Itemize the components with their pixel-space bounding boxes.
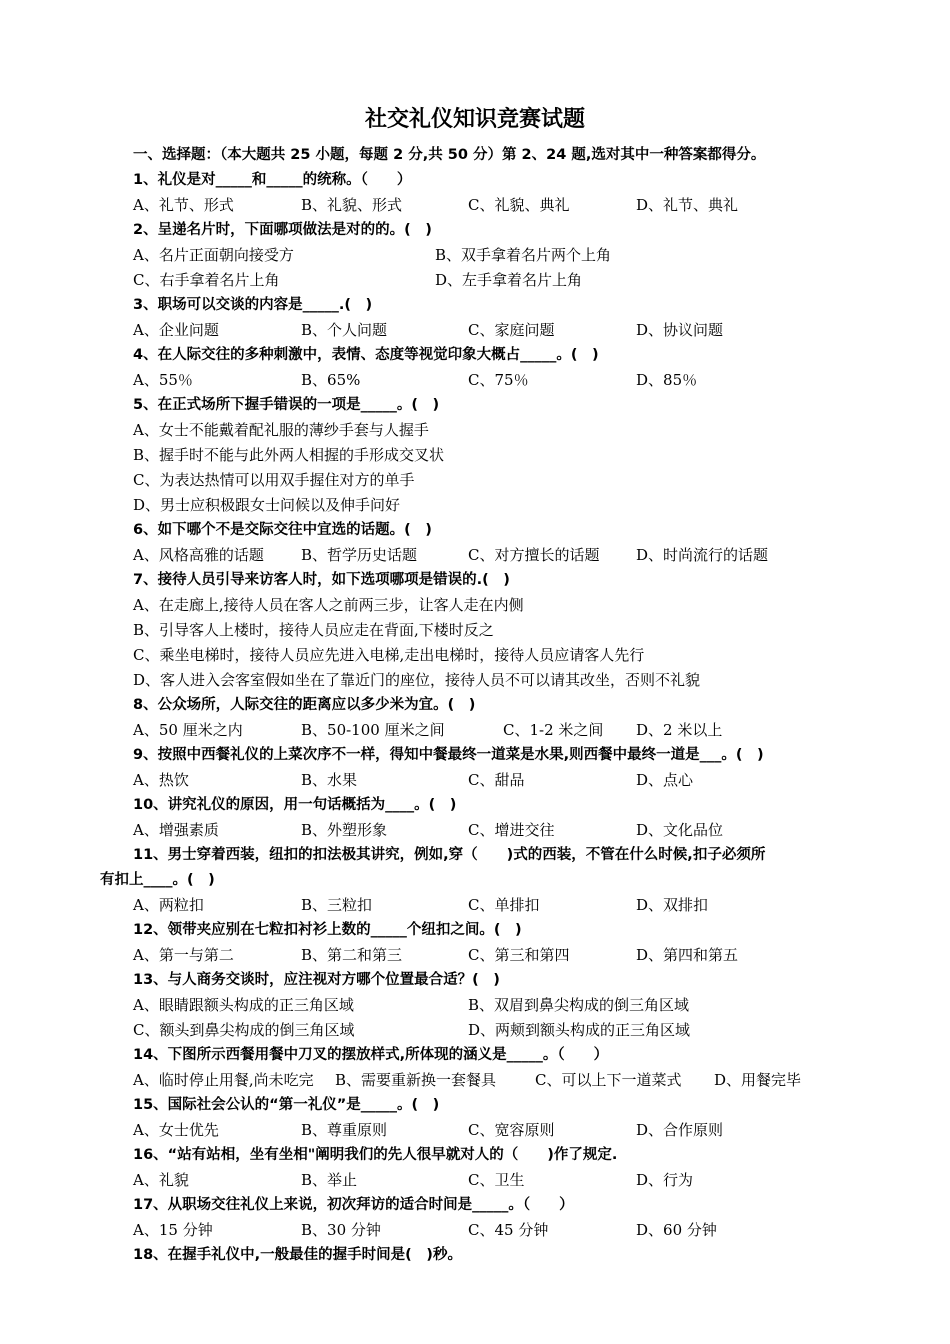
option-c: C、甜品 [468,771,525,789]
option-a: A、企业问题 [133,321,219,339]
section-heading: 一、选择题：（本大题共 25 小题，每题 2 分,共 50 分）第 2、24 题,选对其中一种答案都得分。 [133,147,766,163]
option-a: A、风格高雅的话题 [133,546,264,564]
option-c: C、宽容原则 [468,1121,555,1139]
option-d: D、合作原则 [636,1121,724,1139]
option-d: D、礼节、典礼 [636,196,739,214]
question-4: 4、在人际交往的多种刺激中，表情、态度等视觉印象大概占_____。( ) [133,347,599,363]
option-b: B、50-100 厘米之间 [301,721,445,739]
question-14: 14、下图所示西餐用餐中刀叉的摆放样式,所体现的涵义是_____。（ ） [133,1047,609,1063]
question-17: 17、从职场交往礼仪上来说，初次拜访的适合时间是_____。（ ） [133,1197,574,1213]
question-8: 8、公众场所，人际交往的距离应以多少米为宜。( ) [133,697,476,713]
question-1: 1、礼仪是对_____和_____的统称。（ ） [133,172,412,188]
option-d: D、85％ [636,371,698,389]
question-3: 3、职场可以交谈的内容是_____.( ) [133,297,373,313]
question-12: 12、领带夹应别在七粒扣衬衫上数的_____个纽扣之间。( ) [133,922,522,938]
option-a: A、第一与第二 [133,946,234,964]
option-a: A、在走廊上,接待人员在客人之前两三步，让客人走在内侧 [133,596,524,614]
option-a: A、女士不能戴着配礼服的薄纱手套与人握手 [133,421,429,439]
option-a: A、热饮 [133,771,189,789]
question-6: 6、如下哪个不是交际交往中宜选的话题。( ) [133,522,432,538]
option-b: B、哲学历史话题 [301,546,418,564]
option-c: C、75％ [468,371,529,389]
option-d: D、行为 [636,1171,694,1189]
option-b: B、30 分钟 [301,1221,381,1239]
page-title: 社交礼仪知识竞赛试题 [364,107,585,132]
option-d: D、协议问题 [636,321,724,339]
option-a: A、50 厘米之内 [133,721,243,739]
question-9: 9、按照中西餐礼仪的上菜次序不一样，得知中餐最终一道菜是水果,则西餐中最终一道是___。( ) [133,747,764,763]
option-b: B、握手时不能与此外两人相握的手形成交叉状 [133,446,445,464]
option-d: D、用餐完毕 [714,1071,802,1089]
option-d: D、客人进入会客室假如坐在了靠近门的座位，接待人员不可以请其改坐，否则不礼貌 [133,671,701,689]
option-c: C、增进交往 [468,821,555,839]
question-10: 10、讲究礼仪的原因，用一句话概括为____。( ) [133,797,457,813]
option-d: D、点心 [636,771,694,789]
option-a: A、临时停止用餐,尚未吃完 [133,1071,314,1089]
option-d: D、男士应积极跟女士问候以及伸手问好 [133,496,401,514]
question-18: 18、在握手礼仪中,一般最佳的握手时间是( )秒。 [133,1247,462,1263]
option-a: A、两粒扣 [133,896,204,914]
option-c: C、家庭问题 [468,321,555,339]
option-c: C、礼貌、典礼 [468,196,570,214]
option-b: B、双眉到鼻尖构成的倒三角区域 [468,996,690,1014]
option-d: D、两颊到额头构成的正三角区域 [468,1021,691,1039]
option-b: B、尊重原则 [301,1121,388,1139]
option-a: A、55％ [133,371,193,389]
question-11-continued: 有扣上____。( ) [100,872,215,888]
option-a: A、名片正面朝向接受方 [133,246,294,264]
option-d: D、左手拿着名片上角 [435,271,583,289]
option-b: B、礼貌、形式 [301,196,403,214]
option-b: B、外塑形象 [301,821,388,839]
option-a: A、15 分钟 [133,1221,213,1239]
question-11: 11、男士穿着西装，纽扣的扣法极其讲究，例如,穿（ )式的西装，不管在什么时候,扣子必须所 [133,847,766,863]
option-d: D、文化品位 [636,821,724,839]
question-16: 16、“站有站相，坐有坐相"阐明我们的先人很早就对人的（ )作了规定. [133,1147,618,1163]
option-d: D、双排扣 [636,896,709,914]
option-c: C、为表达热情可以用双手握住对方的单手 [133,471,415,489]
option-c: C、卫生 [468,1171,525,1189]
option-d: D、2 米以上 [636,721,723,739]
option-b: B、举止 [301,1171,358,1189]
question-13: 13、与人商务交谈时，应注视对方哪个位置最合适？( ) [133,972,500,988]
option-d: D、第四和第五 [636,946,739,964]
question-5: 5、在正式场所下握手错误的一项是_____。( ) [133,397,440,413]
option-c: C、右手拿着名片上角 [133,271,280,289]
option-a: A、眼睛跟额头构成的正三角区域 [133,996,354,1014]
option-a: A、礼貌 [133,1171,189,1189]
option-d: D、60 分钟 [636,1221,717,1239]
option-a: A、增强素质 [133,821,219,839]
option-c: C、第三和第四 [468,946,570,964]
option-b: B、第二和第三 [301,946,403,964]
option-c: C、1-2 米之间 [503,721,604,739]
question-7: 7、接待人员引导来访客人时，如下选项哪项是错误的.( ) [133,572,510,588]
option-a: A、礼节、形式 [133,196,234,214]
question-2: 2、呈递名片时，下面哪项做法是对的的。( ) [133,222,432,238]
option-b: B、双手拿着名片两个上角 [435,246,612,264]
option-b: B、个人问题 [301,321,388,339]
option-a: A、女士优先 [133,1121,219,1139]
option-b: B、引导客人上楼时，接待人员应走在背面,下楼时反之 [133,621,494,639]
option-d: D、时尚流行的话题 [636,546,769,564]
option-c: C、乘坐电梯时，接待人员应先进入电梯,走出电梯时，接待人员应请客人先行 [133,646,645,664]
option-b: B、三粒扣 [301,896,373,914]
option-c: C、45 分钟 [468,1221,549,1239]
question-15: 15、国际社会公认的“第一礼仪”是_____。( ) [133,1097,440,1113]
option-b: B、水果 [301,771,358,789]
option-c: C、可以上下一道菜式 [535,1071,682,1089]
option-b: B、需要重新换一套餐具 [335,1071,497,1089]
option-b: B、65% [301,371,361,389]
option-c: C、对方擅长的话题 [468,546,600,564]
option-c: C、额头到鼻尖构成的倒三角区域 [133,1021,355,1039]
option-c: C、单排扣 [468,896,540,914]
